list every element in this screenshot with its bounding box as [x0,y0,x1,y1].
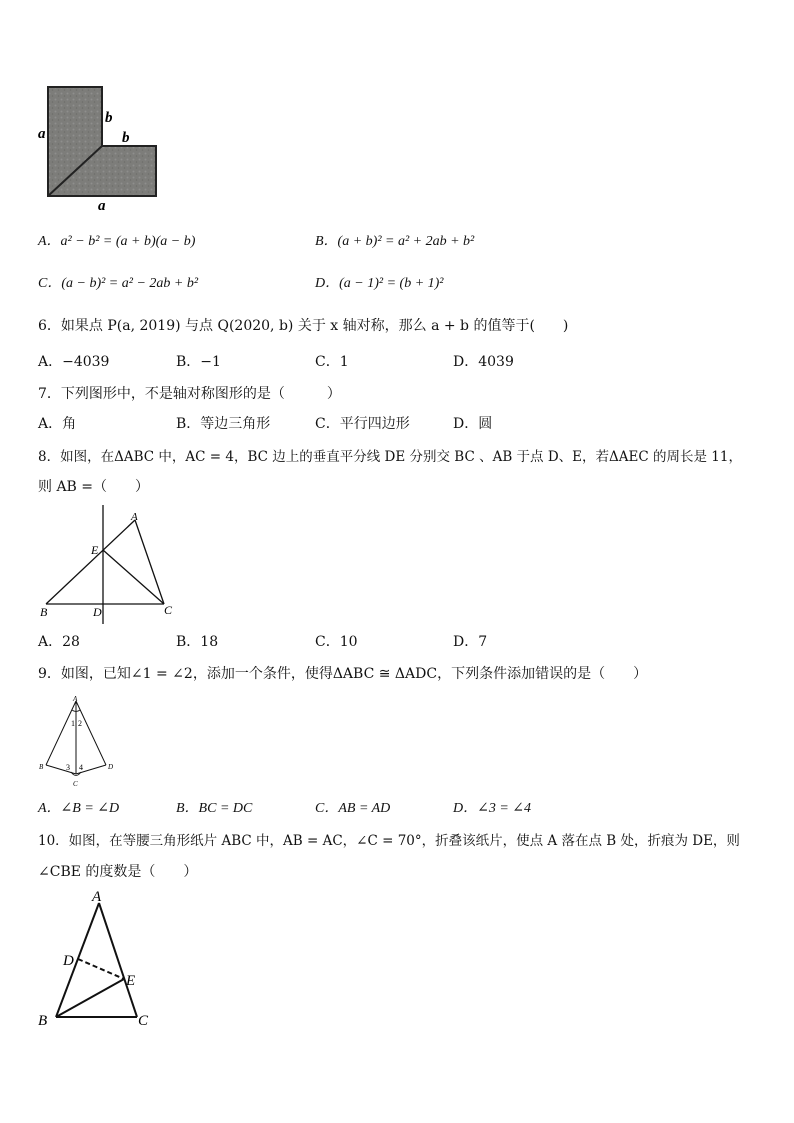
label-D: D [108,763,114,771]
q8-option-d[interactable]: D．7 [453,634,488,650]
q9-stem: 9．如图，已知∠1 = ∠2，添加一个条件，使得ΔABC ≅ ΔADC，下列条件添加错误的是（ ） [38,666,648,682]
q9-option-b[interactable]: B．BC = DC [176,801,253,816]
label-B: B [40,605,48,619]
q8-option-b[interactable]: B．18 [176,634,219,650]
q7-option-c[interactable]: C．平行四边形 [315,416,410,432]
label-D: D [93,605,102,619]
q9-option-a[interactable]: A．∠B = ∠D [38,801,120,816]
q9-option-c[interactable]: C．AB = AD [315,801,391,816]
segment-be [56,979,124,1017]
label-A: A [131,511,138,523]
q10-triangle-figure [34,887,164,1032]
label-C: C [73,780,78,788]
q7-option-b[interactable]: B．等边三角形 [176,416,271,432]
q10-stem-line2: ∠CBE 的度数是（ ） [38,864,198,880]
q7-stem: 7．下列图形中，不是轴对称图形的是（ ） [38,386,341,402]
label-A: A [73,695,78,703]
label-E: E [91,543,99,557]
q10-stem-line1: 10．如图，在等腰三角形纸片 ABC 中，AB = AC，∠C = 70°，折叠该纸片，使点 A 落在点 B 处，折痕为 DE，则 [38,833,740,849]
q5-option-b[interactable]: B．(a + b)² = a² + 2ab + b² [315,234,475,249]
label-C: C [164,603,173,617]
q5-option-d[interactable]: D．(a − 1)² = (b + 1)² [315,276,444,291]
segment-ab [46,701,76,765]
segment-ac [99,903,137,1017]
label-1: 1 [71,719,75,728]
q6-stem: 6．如果点 P(a, 2019) 与点 Q(2020, b) 关于 x 轴对称，那么 a + b 的值等于( ) [38,318,569,334]
label-A: A [92,889,102,905]
label-D: D [63,953,74,969]
q9-kite-figure [36,693,120,789]
q8-stem-line2: 则 AB =（ ） [38,479,150,495]
label-E: E [126,973,136,989]
q8-stem-line1: 8．如图，在ΔABC 中，AC = 4，BC 边上的垂直平分线 DE 分别交 BC 、AB 于点 D、E，若ΔAEC 的周长是 11， [38,449,742,465]
q6-option-d[interactable]: D．4039 [453,354,514,370]
label-3: 3 [66,763,70,772]
q6-option-c[interactable]: C．1 [315,354,349,370]
label-4: 4 [79,763,83,772]
label-B: B [39,763,44,771]
label-b-top: b [105,110,113,126]
q9-option-d[interactable]: D．∠3 = ∠4 [453,801,532,816]
q7-option-d[interactable]: D．圆 [453,416,493,432]
q8-option-a[interactable]: A．28 [38,634,80,650]
q7-option-a[interactable]: A．角 [38,416,77,432]
q8-triangle-figure [36,505,186,630]
segment-ba [46,520,135,604]
q5-option-c[interactable]: C．(a − b)² = a² − 2ab + b² [38,276,199,291]
segment-ad [76,701,106,765]
label-C: C [138,1013,149,1029]
label-B: B [38,1013,48,1029]
fold-crease-de [78,959,124,979]
label-b-right: b [122,130,130,146]
label-a-bottom: a [98,198,106,212]
label-2: 2 [78,719,82,728]
q5-option-a[interactable]: A．a² − b² = (a + b)(a − b) [38,234,196,249]
q6-option-a[interactable]: A．−4039 [38,354,110,370]
label-a-left: a [38,126,46,142]
q6-option-b[interactable]: B．−1 [176,354,221,370]
l-shape-figure [30,80,170,212]
q8-option-c[interactable]: C．10 [315,634,358,650]
